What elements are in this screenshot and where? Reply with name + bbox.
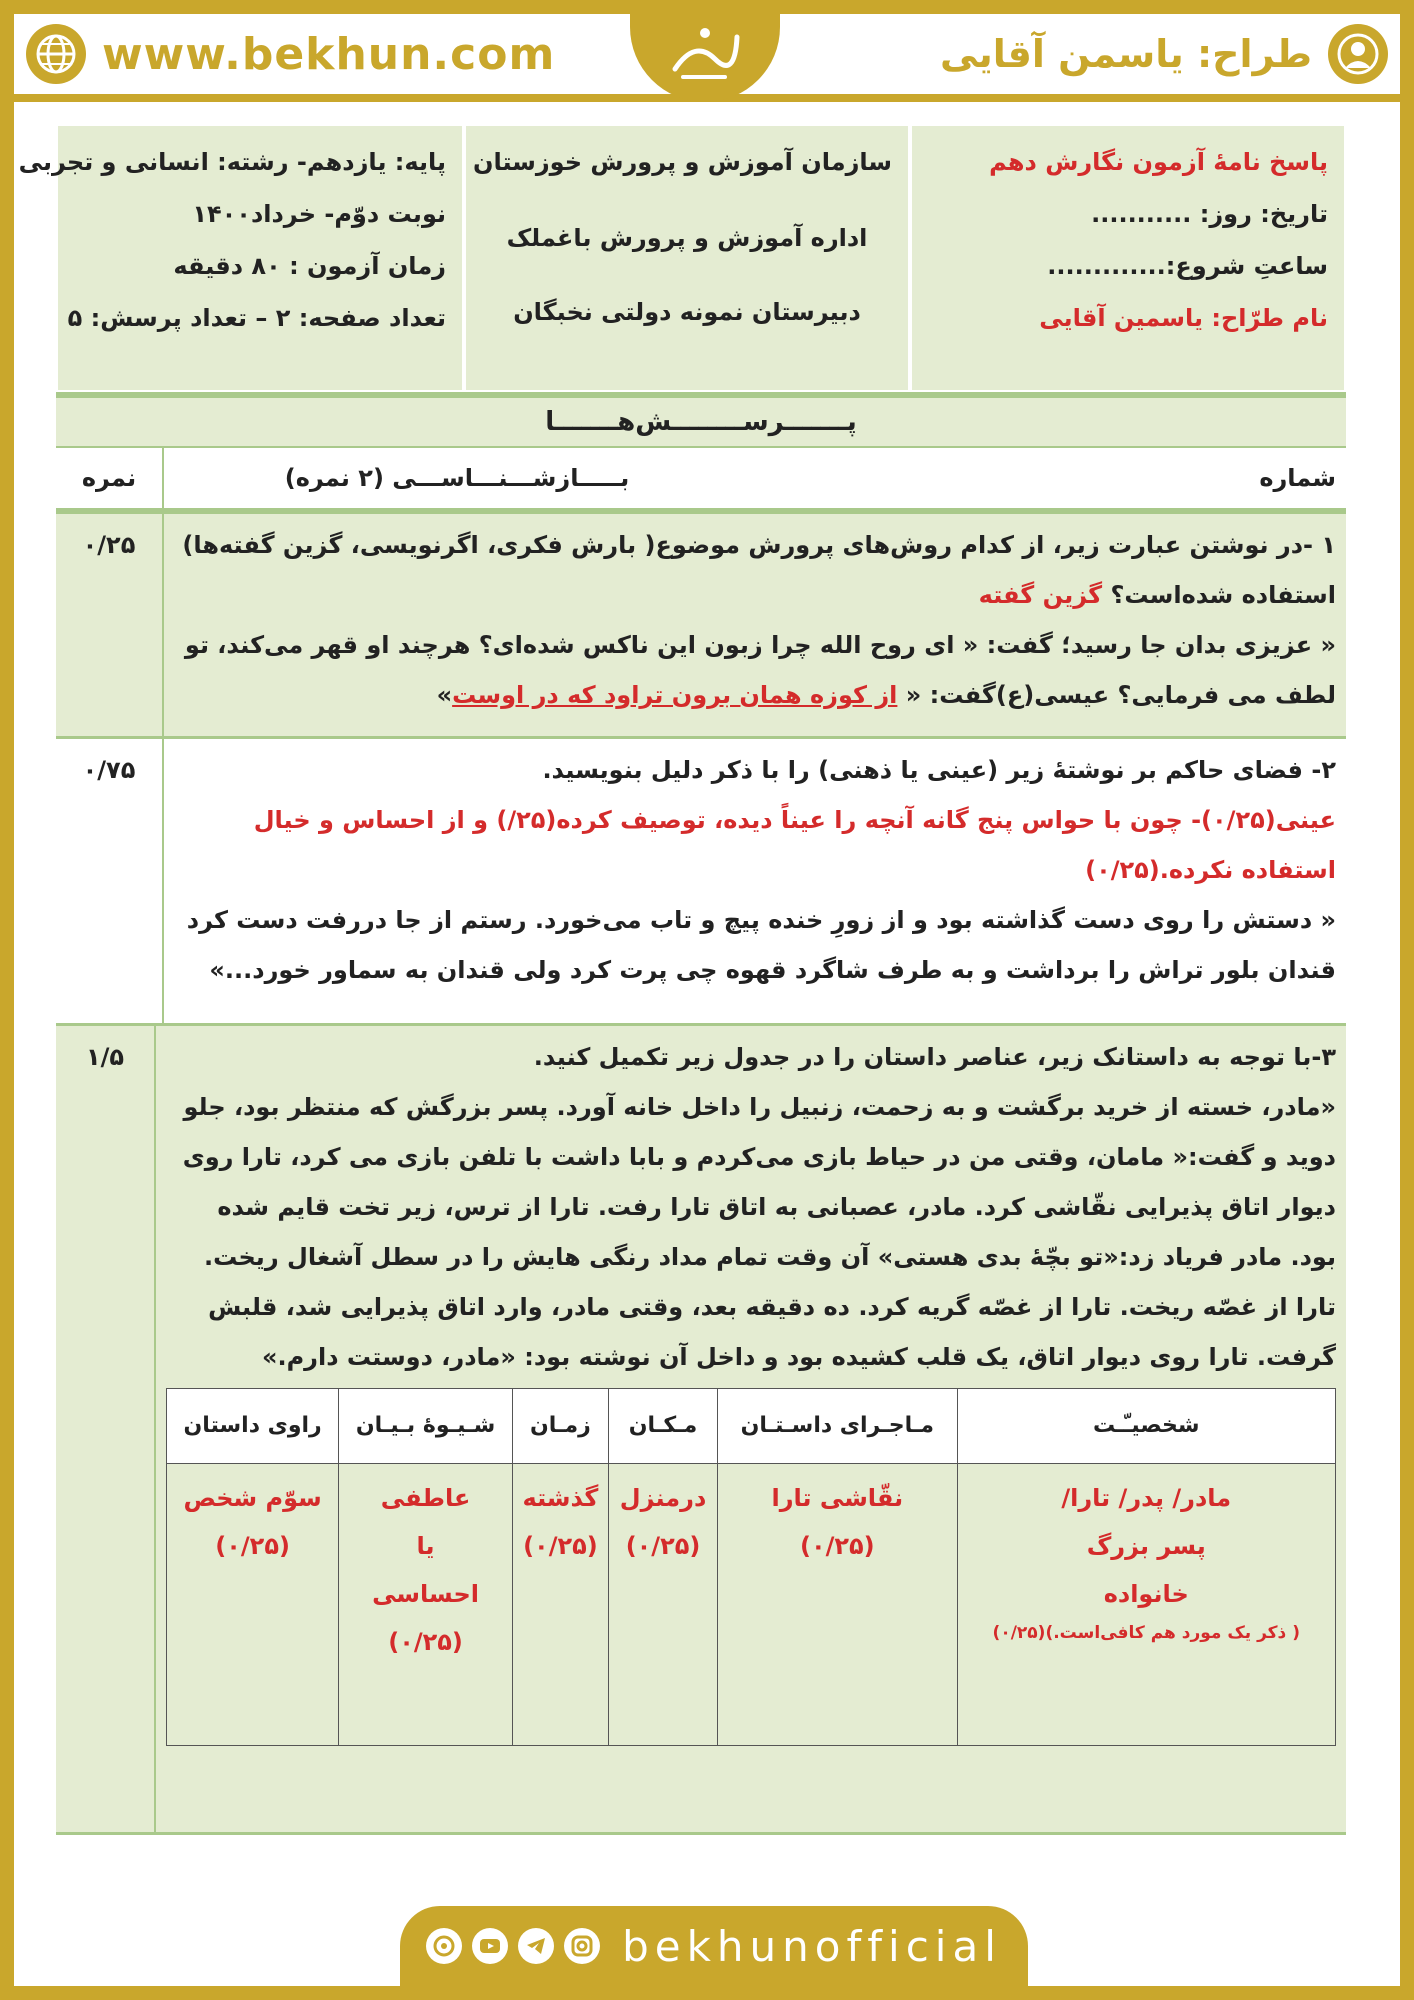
social-handle[interactable]: bekhunofficial [622, 1921, 1002, 1971]
score-label: نمره [56, 448, 164, 508]
place-score: (۰/۲۵) [625, 1532, 701, 1560]
youtube-icon[interactable] [472, 1928, 508, 1964]
quote-text: « دستش را روی دست گذاشته بود و از زورِ خنده پیچ و تاب می‌خورد. رستم از جا دررفت دست کرد قندان بلور تراش را برداشت و به طرف شاگرد قهوه چی پرت کرد ولی قندان به سماور خورد...» [186, 906, 1336, 984]
style-line: عاطفی [380, 1484, 471, 1512]
quote-text: « عزیزی بدان جا رسید؛ گفت: « ای روح الله چرا زبون این ناکس شده‌ای؟ هرچند او قهر می‌کند، تو لطف می فرمایی؟ عیسی(ع)گفت: « [184, 631, 1336, 709]
table-header-row [167, 1389, 1336, 1464]
cell-style [339, 1464, 513, 1746]
brand-logo [630, 14, 780, 102]
cell-time [512, 1464, 608, 1746]
grade-field: پایه: یازدهم- رشته: انسانی و تجربی [18, 148, 446, 176]
cell-place [608, 1464, 717, 1746]
office-name: اداره آموزش و پرورش باغملک [506, 224, 868, 252]
question-body [164, 739, 1346, 1023]
designer-credit [940, 24, 1388, 84]
style-score: (۰/۲۵) [388, 1628, 463, 1656]
character-line: مادر/ پدر/ تارا/ [1061, 1484, 1232, 1512]
narrator-score: (۰/۲۵) [215, 1532, 290, 1560]
org-name: سازمان آموزش و پرورش خوزستان [472, 148, 892, 176]
instagram-icon[interactable] [564, 1928, 600, 1964]
col-time: زمـان [512, 1389, 608, 1464]
time-answer: گذشته [522, 1484, 599, 1512]
page [14, 14, 1400, 1986]
col-plot: مـاجـرای داسـتـان [718, 1389, 957, 1464]
exam-info [18, 124, 1346, 392]
question-score: ۰/۷۵ [56, 739, 164, 1023]
exam-sheet [18, 124, 1346, 1835]
place-answer: درمنزل [619, 1484, 707, 1512]
telegram-icon[interactable] [518, 1928, 554, 1964]
story-elements-table [166, 1388, 1336, 1746]
exam-turn: نوبت دوّم- خرداد۱۴۰۰ [192, 200, 446, 228]
col-place: مـکـان [608, 1389, 717, 1464]
question-text: ۳-با توجه به داستانک زیر، عناصر داستان را در جدول زیر تکمیل کنید. [533, 1043, 1336, 1071]
site-url[interactable]: www.bekhun.com [102, 28, 556, 80]
school-info-cell [464, 124, 910, 392]
number-label: شماره [1259, 464, 1336, 492]
designer-label: نام طرّاح: یاسمین آقایی [1039, 304, 1328, 332]
plot-answer: نقّاشی تارا [771, 1484, 904, 1512]
question-1 [56, 514, 1346, 739]
site-link[interactable] [26, 24, 555, 84]
table-row [167, 1464, 1336, 1746]
quote-answer: از کوزه همان برون تراود که در اوست [452, 681, 898, 709]
plot-score: (۰/۲۵) [799, 1532, 875, 1560]
exam-duration: زمان آزمون : ۸۰ دقیقه [173, 252, 446, 280]
cell-character [957, 1464, 1335, 1746]
grade-info-cell [18, 124, 464, 392]
top-banner [14, 14, 1400, 102]
question-score: ۰/۲۵ [56, 514, 164, 736]
category-label: بـــــازشـــنـــاســـی (۲ نمره) [284, 464, 630, 492]
col-character: شخصیـّـت [957, 1389, 1335, 1464]
cell-narrator [167, 1464, 339, 1746]
answer-text: گزین گفته [978, 581, 1103, 609]
exam-date: تاریخ: روز: ........... [1091, 200, 1328, 228]
question-body [164, 514, 1346, 736]
section-header [56, 448, 1346, 514]
cell-plot [718, 1464, 957, 1746]
col-style: شـیـوۀ بـیـان [339, 1389, 513, 1464]
question-text: ۲- فضای حاکم بر نوشتۀ زیر (عینی یا ذهنی) را با ذکر دلیل بنویسید. [542, 756, 1336, 784]
page-count: تعداد صفحه: ۲ – تعداد پرسش: ۵ [67, 304, 446, 332]
user-icon [1328, 24, 1388, 84]
globe-icon [26, 24, 86, 84]
question-2 [56, 739, 1346, 1026]
story-text: «مادر، خسته از خرید برگشت و به زحمت، زنبیل را داخل خانه آورد. پسر بزرگش که منتظر بود، جلو دوید و گفت:« مامان، وقتی من در حیاط بازی می‌کردم و بابا داشت با تلفن بازی می کرد، تارا روی دیوار اتاق پذیرایی نقّاشی کرد. مادر، عصبانی به اتاق تارا رفت. تارا از ترس، زیر تخت قایم شده بود. مادر فریاد زد:«تو بچّۀ بدی هستی» آن وقت تمام مداد رنگی هایش را در سطل آشغال ریخت. تارا از غصّه ریخت. تارا از غصّه گریه کرد. ده دقیقه بعد، وقتی مادر، وارد اتاق پذیرایی شد، قلبش گرفت. تارا روی دیوار اتاق، یک قلب کشیده بود و داخل آن نوشته بود: «مادر، دوستت دارم.» [182, 1093, 1336, 1371]
school-name: دبیرستان نمونه دولتی نخبگان [513, 298, 861, 326]
answer-title: پاسخ نامۀ آزمون نگارش دهم [989, 148, 1328, 176]
time-score: (۰/۲۵) [523, 1532, 598, 1560]
question-body [156, 1026, 1346, 1832]
character-line: خانواده [1103, 1580, 1189, 1608]
style-line: یا [416, 1532, 435, 1560]
social-footer [400, 1906, 1028, 1986]
question-score: ۱/۵ [56, 1026, 156, 1832]
aparat-icon[interactable] [426, 1928, 462, 1964]
start-time: ساعتِ شروع:............. [1047, 252, 1328, 280]
character-line: پسر بزرگ [1086, 1532, 1206, 1560]
quote-close: » [436, 681, 453, 709]
col-narrator: راوی داستان [167, 1389, 339, 1464]
narrator-answer: سوّم شخص [183, 1484, 322, 1512]
question-text: ۱ -در نوشتن عبارت زیر، از کدام روش‌های پرورش موضوع( بارش فکری، اگرنویسی، گزین گفته‌ها) استفاده شده‌است؟ [182, 531, 1336, 609]
answer-info-cell [910, 124, 1346, 392]
answer-text: عینی(۰/۲۵)- چون با حواس پنج گانه آنچه را عیناً دیده، توصیف کرده(۲۵/) و از احساس و خیال استفاده نکرده.(۰/۲۵) [253, 806, 1336, 884]
character-note: ( ذکر یک مورد هم کافی‌است.)(۰/۲۵) [992, 1623, 1300, 1643]
social-icons [426, 1928, 600, 1964]
section-title: پـــــــرســــــــش‌هـــــــا [56, 398, 1346, 448]
style-line: احساسی [372, 1580, 479, 1608]
question-3 [56, 1026, 1346, 1835]
designer-name: طراح: یاسمن آقایی [940, 32, 1312, 76]
